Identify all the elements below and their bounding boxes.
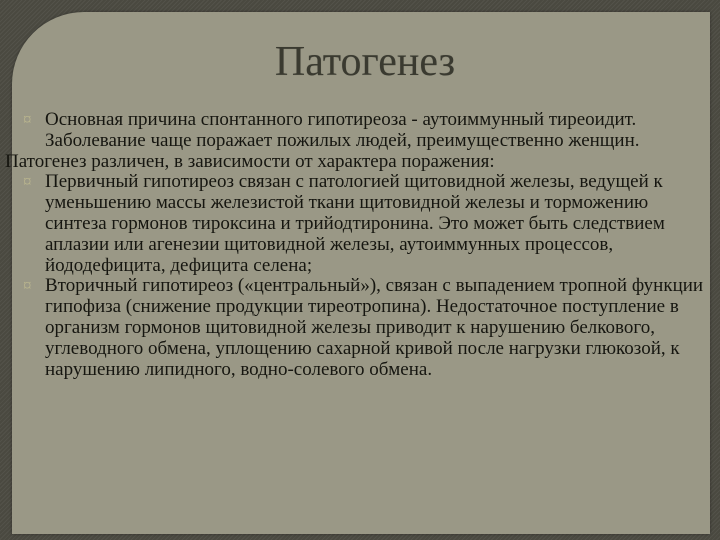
bullet-icon: ¤ bbox=[23, 276, 32, 296]
bullet-icon: ¤ bbox=[23, 110, 32, 129]
bullet-paragraph-secondary bbox=[5, 276, 705, 380]
bullet-paragraph-cause bbox=[5, 110, 705, 152]
bullet-paragraph-primary bbox=[5, 172, 705, 276]
bullet-icon: ¤ bbox=[23, 172, 32, 192]
paragraph-text: Первичный гипотиреоз связан с патологией щитовидной железы, ведущей к уменьшению массы железистой ткани щитовидной железы и торможению синтеза гормонов тироксина и трийодтиронина. Это может быть следствием аплазии или агенезии щитовидной железы, аутоиммунных процессов, йододефицита, дефицита селена; bbox=[45, 171, 665, 276]
paragraph-text: Основная причина спонтанного гипотиреоза - аутоиммунный тиреоидит. Заболевание чаще поражает пожилых людей, преимущественно женщин. bbox=[45, 109, 640, 151]
paragraph-text: Вторичный гипотиреоз («центральный»), связан с выпадением тропной функции гипофиза (снижение продукции тиреотропина). Недостаточное поступление в организм гормонов щитовидной железы приводит к нарушению белкового, углеводного обмена, уплощению сахарной кривой после нагрузки глюкозой, к нарушению липидного, водно-солевого обмена. bbox=[45, 275, 704, 380]
slide-title: Патогенез bbox=[274, 39, 456, 85]
slide-body bbox=[5, 110, 705, 380]
paragraph-text: Патогенез различен, в зависимости от характера поражения: bbox=[5, 150, 495, 172]
paragraph-intro bbox=[5, 152, 705, 173]
